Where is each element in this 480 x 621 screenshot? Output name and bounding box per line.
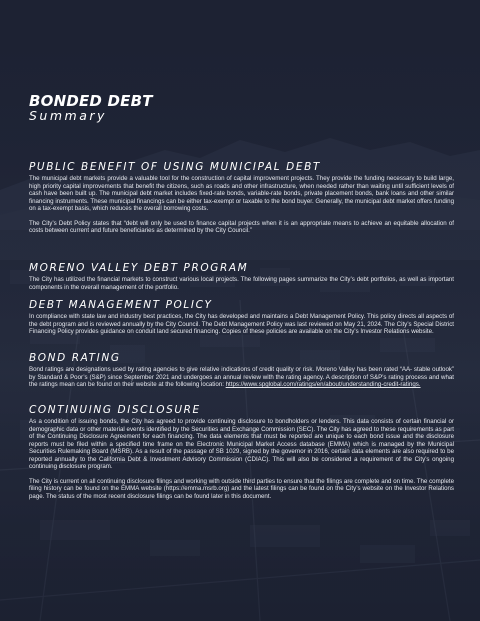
section-paragraph: The City’s Debt Policy states that “debt will only be used to finance capital projects when it is an appropriate means to achieve an equitable allocation of costs between current and future beneficiaries as determined by the City Council.” xyxy=(29,219,454,234)
section-paragraph: In compliance with state law and industry best practices, the City has developed and maintains a Debt Management Policy. This policy directs all aspects of the debt program and is reviewed annually by the City Council. The Debt Management Policy was last reviewed on May 21, 2024. The City’s Special District Financing Policy provides guidance on conduit land secured financing. Copies of these policies are available on the City’s Investor Relations website. xyxy=(29,313,454,335)
section-debt-management-policy xyxy=(29,299,454,336)
page-subtitle: Summary xyxy=(29,108,107,123)
section-debt-program xyxy=(29,262,454,291)
page-title: BONDED DEBT xyxy=(29,92,153,110)
section-paragraph: The municipal debt markets provide a valuable tool for the construction of capital improvement projects. They provide the funding necessary to build large, high priority capital improvements that benefit the citizens, such as roads and other infrastructure, when needed rather than waiting until sufficient levels of cash have been built up. The municipal debt market includes fixed-rate bonds, variable-rate bonds, private placement bonds, bank loans and other similar financing instruments. These municipal financings can be either tax-exempt or taxable to the bond buyer. Generally, the municipal debt market offers funding on a tax-exempt basis, which reduces the overall borrowing costs. xyxy=(29,175,454,212)
section-public-benefit xyxy=(29,161,454,235)
section-paragraph: The City is current on all continuing disclosure filings and working with outside third parties to ensure that the filings are complete and on time. The complete filing history can be found on the EMMA website (https://emma.msrb.org) and the latest filings can be found on the City’s website on the Investor Relations page. The status of the most recent disclosure filings can be found later in this document. xyxy=(29,477,454,500)
section-paragraph xyxy=(29,366,454,389)
section-paragraph: As a condition of issuing bonds, the City has agreed to provide continuing disclosure to bondholders or lenders. This data consists of certain financial or demographic data or other material events identified by the Securities and Exchange Commission (SEC). The City has agreed to these requirements as part of the Continuing Disclosure Agreement for each financing. The data elements that must be reported are unique to each bond issue and the disclosure reports must be filed within a specified time frame on the Electronic Municipal Market Access database (EMMA) which is managed by the Municipal Securities Rulemaking Board (MSRB). As a result of the passage of SB 1029, signed by the governor in 2016, certain data elements are also required to be reported annually to the California Debt & Investment Advisory Commission (CDIAC). This will also be considered a requirement of the City’s ongoing continuing disclosure program. xyxy=(29,418,454,470)
section-continuing-disclosure xyxy=(29,404,454,500)
section-heading: DEBT MANAGEMENT POLICY xyxy=(29,299,213,311)
section-heading: MORENO VALLEY DEBT PROGRAM xyxy=(29,262,249,274)
section-heading: CONTINUING DISCLOSURE xyxy=(29,404,201,416)
section-heading: BOND RATING xyxy=(29,352,121,364)
section-paragraph: The City has utilized the financial markets to construct various local projects. The following pages summarize the City’s debt portfolios, as well as important components in the overall management of the portfolio. xyxy=(29,276,454,291)
sp-ratings-link[interactable]: https://www.spglobal.com/ratings/en/about/understanding-credit-ratings. xyxy=(225,381,421,388)
section-bond-rating xyxy=(29,352,454,389)
section-heading: PUBLIC BENEFIT OF USING MUNICIPAL DEBT xyxy=(29,161,321,173)
bond-rating-text: Bond ratings are designations used by rating agencies to give relative indications of credit quality or risk. Moreno Valley has been rated “AA- stable outlook” by Standard & Poor’s (S&P) since September 2021 and undergoes an annual review with the rating agency. A description of S&P’s rating process and what the ratings mean can be found on their website at the following location: xyxy=(29,366,454,388)
